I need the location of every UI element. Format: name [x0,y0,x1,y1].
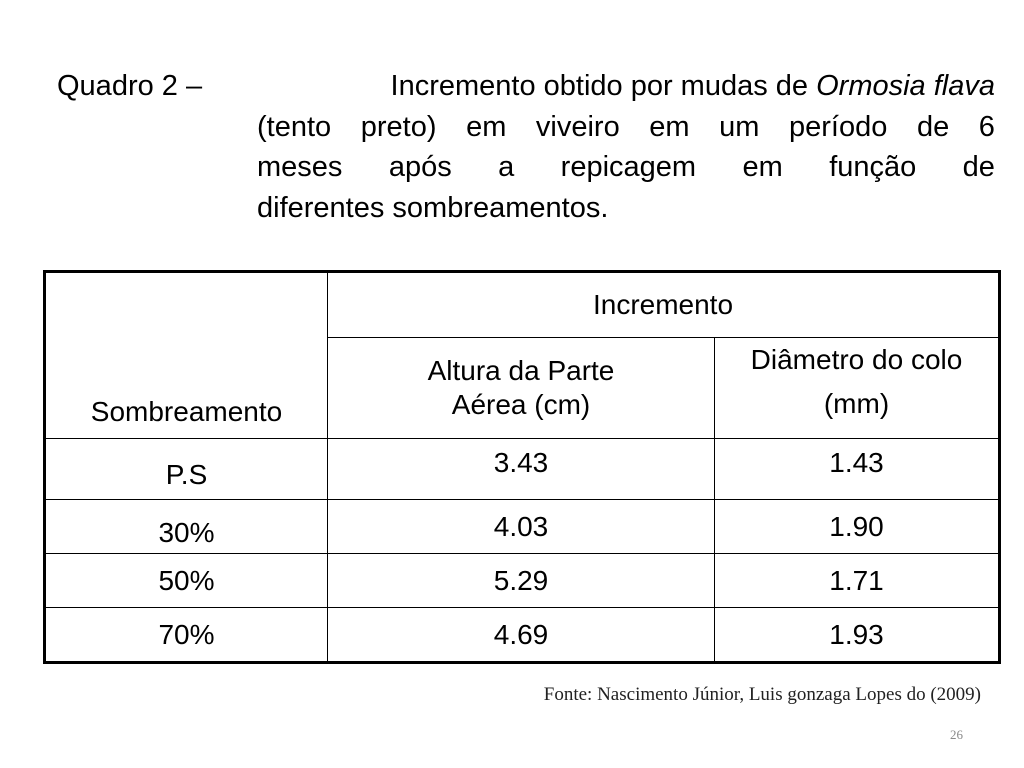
table-caption [57,66,995,228]
cell-diametro: 1.93 [715,608,1000,663]
caption-line-4: diferentes sombreamentos. [257,191,609,224]
header-row-group [45,272,1000,338]
table-row [45,554,1000,608]
header-altura [328,338,715,439]
page-number: 26 [950,727,963,742]
header-diametro-line-2: (mm) [823,388,890,419]
cell-altura: 5.29 [328,554,715,608]
header-diametro [715,338,1000,439]
cell-diametro: 1.90 [715,500,1000,554]
caption-text-1: Incremento obtido por mudas de Ormosia flava [390,70,995,102]
cell-sombreamento: 30% [45,500,328,554]
header-altura-line-1: Altura da Parte [427,355,615,386]
caption-line-1 [57,66,995,107]
cell-sombreamento: 50% [45,554,328,608]
header-diametro-line-1: Diâmetro do colo [750,344,963,375]
cell-altura: 4.69 [328,608,715,663]
header-sombreamento: Sombreamento [45,272,328,439]
cell-diametro: 1.43 [715,439,1000,500]
species-name: Ormosia flava [816,70,995,102]
data-table [43,270,1001,664]
caption-label: Quadro 2 – [57,70,203,102]
cell-diametro: 1.71 [715,554,1000,608]
cell-sombreamento: P.S [45,439,328,500]
table-row [45,439,1000,500]
table-row [45,500,1000,554]
caption-line-2: (tento preto) em viveiro em um período de 6 [257,110,995,143]
table-row [45,608,1000,663]
header-incremento: Incremento [328,272,1000,338]
header-altura-line-2: Aérea (cm) [451,389,591,420]
cell-altura: 3.43 [328,439,715,500]
cell-altura: 4.03 [328,500,715,554]
cell-sombreamento: 70% [45,608,328,663]
caption-line-3: meses após a repicagem em função de [257,151,995,183]
source-citation: Fonte: Nascimento Júnior, Luis gonzaga Lopes do (2009) [543,684,981,705]
